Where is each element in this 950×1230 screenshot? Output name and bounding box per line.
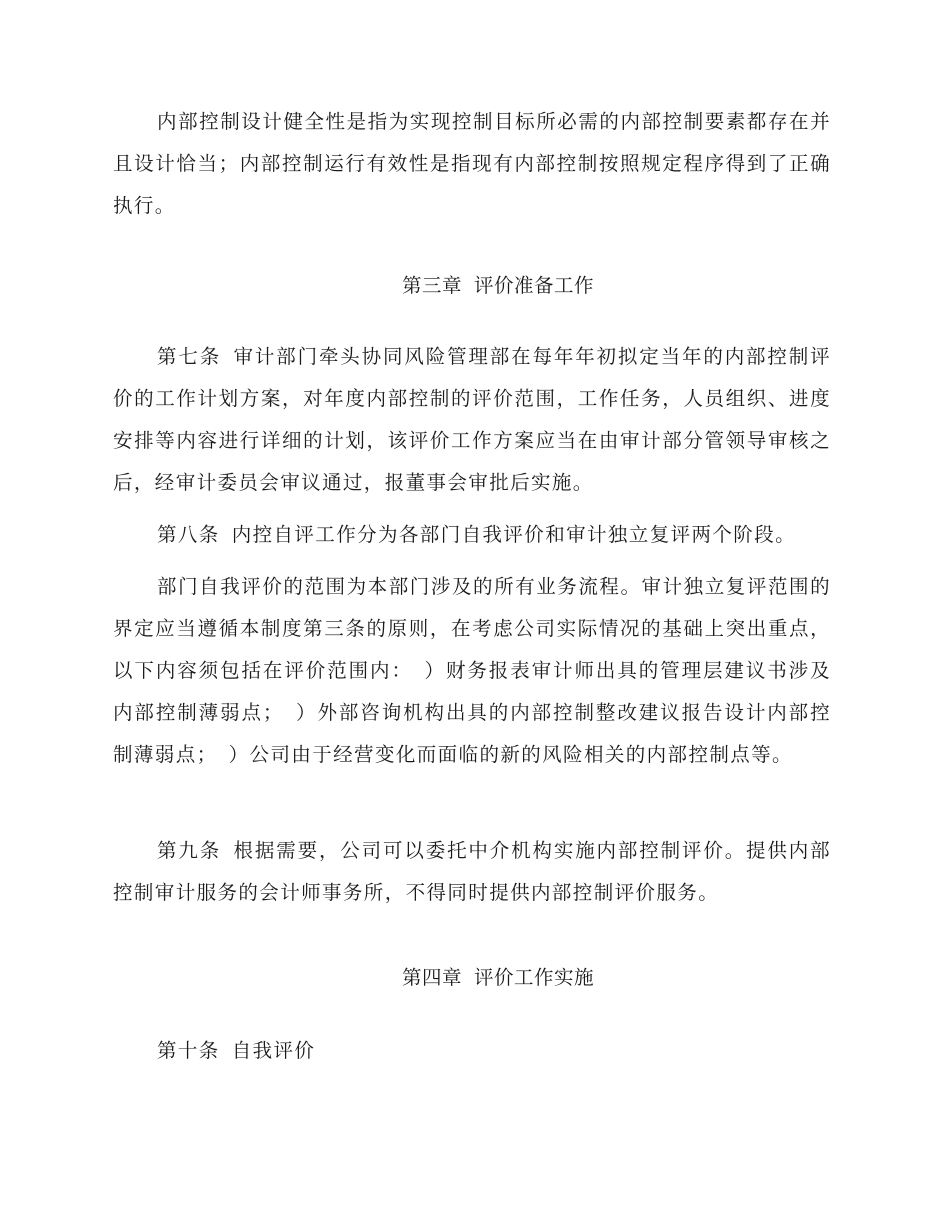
article-8 <box>113 514 831 556</box>
article-9 <box>113 830 831 914</box>
article-label: 第十条 <box>157 1039 220 1062</box>
chapter-4-heading <box>0 957 950 999</box>
article-text: 根据需要，公司可以委托中介机构实施内部控制评价。提供内部控制审计服务的会计师事务所，不得同时提供内部控制评价服务。 <box>113 839 832 904</box>
article-text: 内控自评工作分为各部门自我评价和审计独立复评两个阶段。 <box>231 523 797 546</box>
article-label: 第八条 <box>157 523 220 546</box>
chapter-title: 评价工作实施 <box>474 966 595 989</box>
article-7 <box>113 336 831 504</box>
chapter-number: 第三章 <box>401 274 462 297</box>
chapter-title: 评价准备工作 <box>474 274 595 297</box>
article-label: 第七条 <box>157 345 222 368</box>
paragraph-design-effectiveness <box>113 101 831 227</box>
article-10 <box>113 1030 831 1072</box>
article-text: 自我评价 <box>231 1039 316 1062</box>
article-label: 第九条 <box>157 839 222 862</box>
paragraph-text: 部门自我评价的范围为本部门涉及的所有业务流程。审计独立复评范围的界定应当遵循本制度第三条的原则，在考虑公司实际情况的基础上突出重点，以下内容须包括在评价范围内： ）财务报表审计师出具的管理层建议书涉及内部控制薄弱点； ）外部咨询机构出具的内部控制整改建议报告设计内部控制薄弱点； ）公司由于经营变化而面临的新的风险相关的内部控制点等。 <box>113 575 831 766</box>
chapter-number: 第四章 <box>401 966 462 989</box>
article-text: 审计部门牵头协同风险管理部在每年年初拟定当年的内部控制评价的工作计划方案，对年度内部控制的评价范围，工作任务，人员组织、进度安排等内容进行详细的计划，该评价工作方案应当在由审计部分管领导审核之后，经审计委员会审议通过，报董事会审批后实施。 <box>113 345 832 494</box>
chapter-3-heading <box>0 265 950 307</box>
paragraph-text: 内部控制设计健全性是指为实现控制目标所必需的内部控制要素都存在并且设计恰当；内部控制运行有效性是指现有内部控制按照规定程序得到了正确执行。 <box>113 110 831 217</box>
paragraph-evaluation-scope <box>113 566 831 776</box>
